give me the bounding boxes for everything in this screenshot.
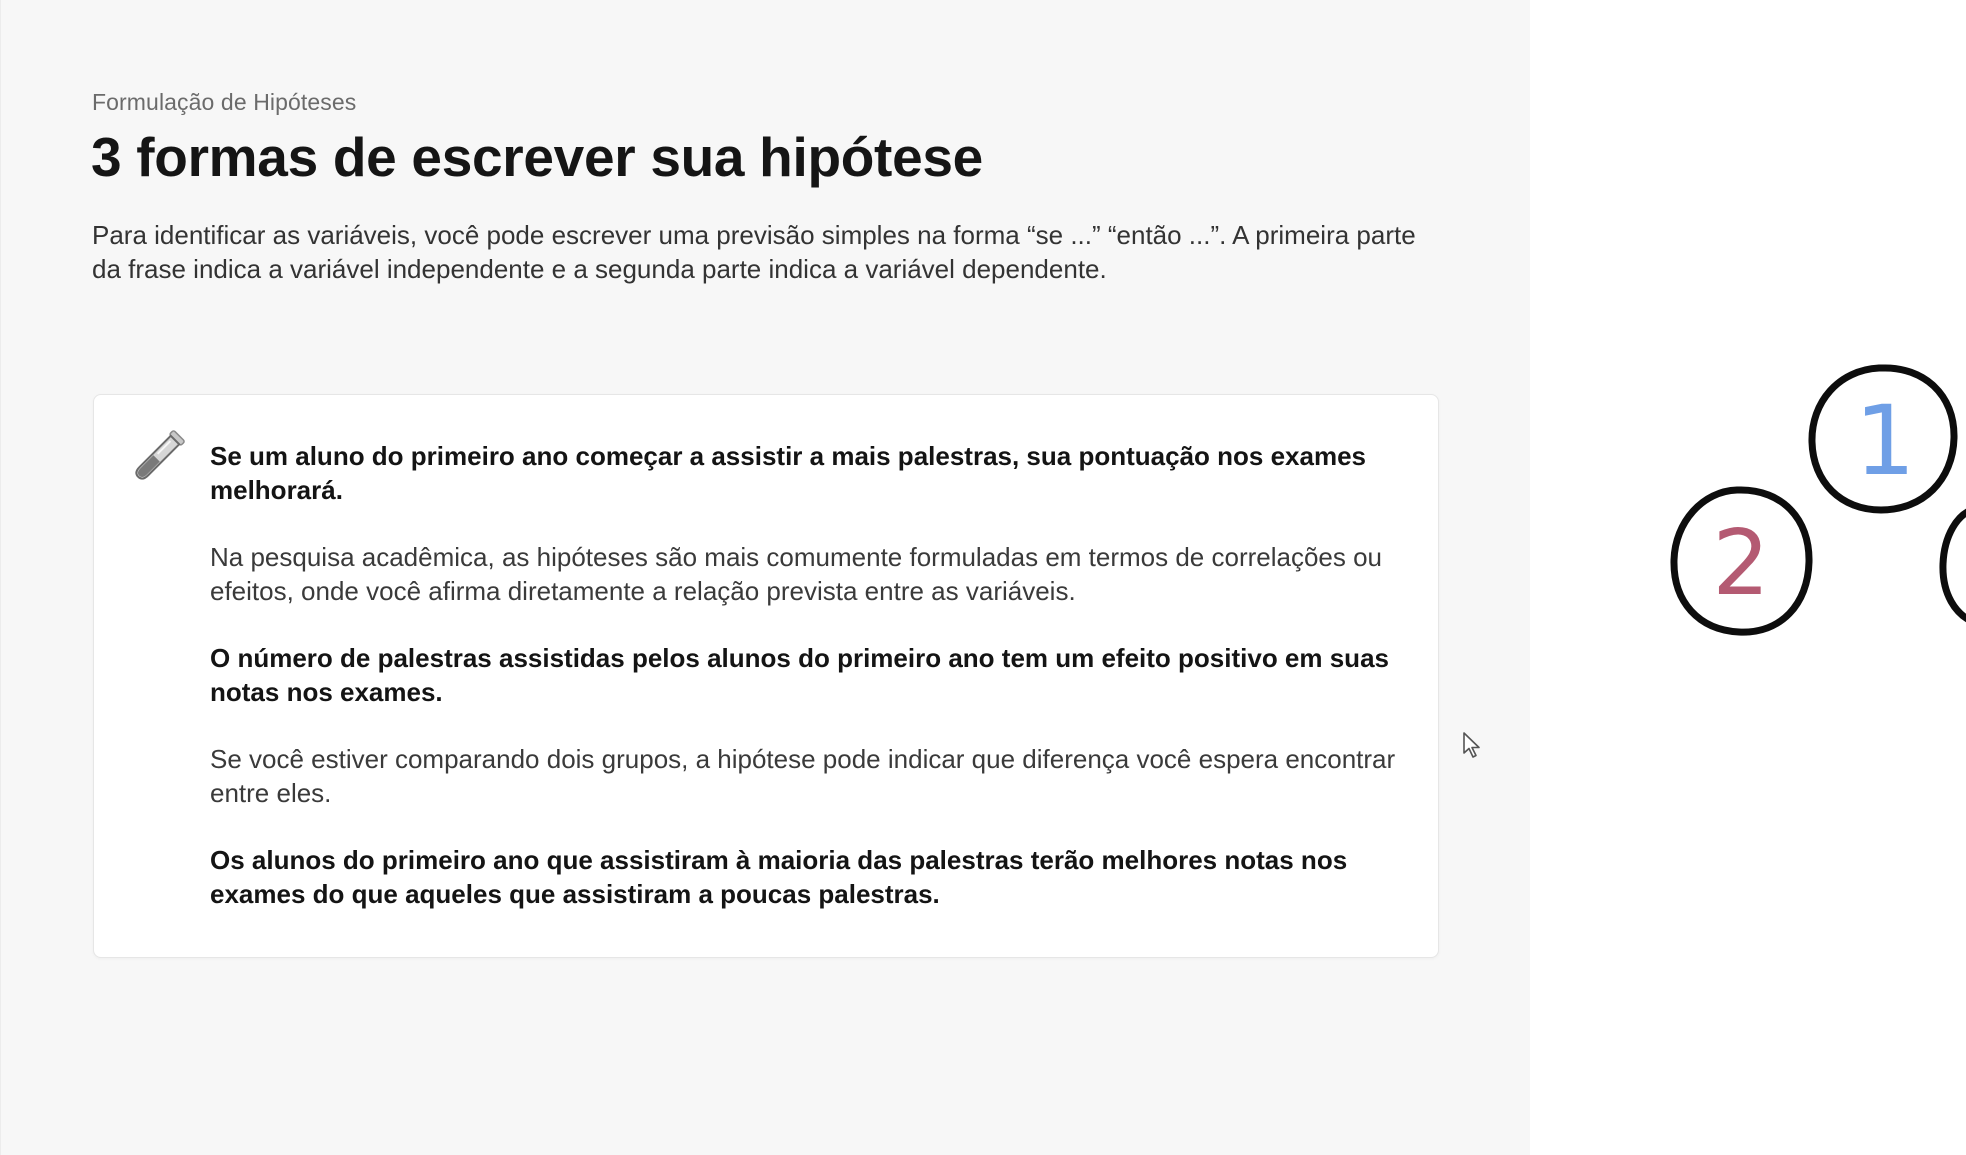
sketch-circle-partial xyxy=(1938,500,1966,630)
circle-2-label: 2 xyxy=(1712,511,1770,616)
sketch-circle-1 xyxy=(1805,362,1961,518)
example-hypothesis-effect: O número de palestras assistidas pelos alunos do primeiro ano tem um efeito positivo em suas notas nos exames. xyxy=(210,643,1389,707)
explanation-groups: Se você estiver comparando dois grupos, a hipótese pode indicar que diferença você espera encontrar entre eles. xyxy=(210,744,1396,808)
sketch-circle-2 xyxy=(1667,484,1817,640)
page-title: 3 formas de escrever sua hipótese xyxy=(91,126,983,188)
card-body xyxy=(210,439,1400,911)
explanation-correlation: Na pesquisa acadêmica, as hipóteses são mais comumente formuladas em termos de correlações ou efeitos, onde você afirma diretamente a relação prevista entre as variáveis. xyxy=(210,542,1383,606)
cursor-icon xyxy=(1462,731,1484,761)
hypothesis-card xyxy=(93,394,1439,958)
breadcrumb: Formulação de Hipóteses xyxy=(92,89,357,115)
whiteboard-panel xyxy=(1530,0,1966,1155)
example-hypothesis-groups: Os alunos do primeiro ano que assistiram à maioria das palestras terão melhores notas nos exames do que aqueles que assistiram a poucas palestras. xyxy=(210,845,1348,909)
example-hypothesis-if-then: Se um aluno do primeiro ano começar a assistir a mais palestras, sua pontuação nos exames melhorará. xyxy=(210,441,1366,505)
test-tube-icon xyxy=(128,425,188,489)
intro-paragraph: Para identificar as variáveis, você pode escrever uma previsão simples na forma “se ...” “então ...”. A primeira parte da frase indica a variável independente e a segunda parte indica a variável dependente. xyxy=(92,220,1416,284)
circle-1-label: 1 xyxy=(1854,385,1916,497)
